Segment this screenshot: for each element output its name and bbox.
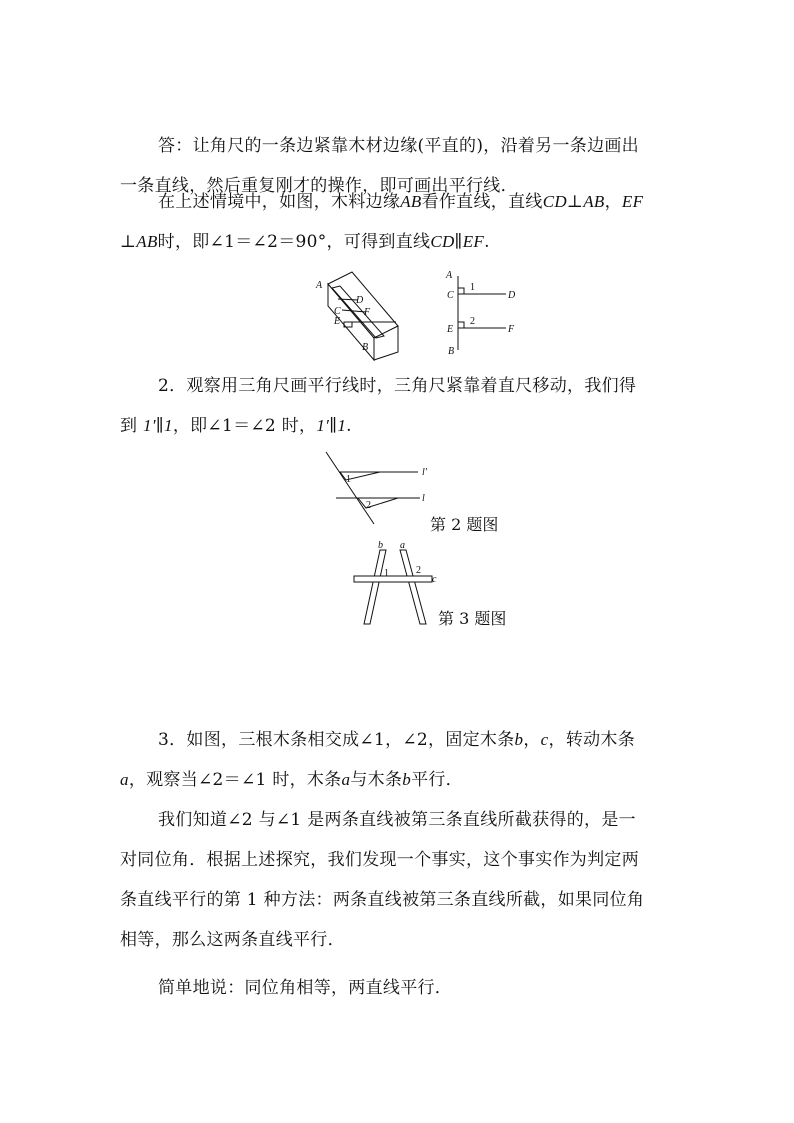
fig2-angle-2: 2: [366, 500, 371, 511]
conclusion-line-4: 相等，那么这两条直线平行．: [120, 930, 345, 950]
fig3-angle-1: 1: [384, 568, 389, 579]
question-2-line-2: 到 1′∥1，即∠1＝∠2 时，1′∥1.: [120, 416, 352, 436]
angle-label-2: 2: [470, 316, 475, 327]
question-2-line-1: 2．观察用三角尺画平行线时，三角尺紧靠着直尺移动，我们得: [158, 376, 637, 396]
question-2-paragraph: [120, 366, 690, 446]
answer-line-1: 答：让角尺的一条边紧靠木材边缘(平直的)，沿着另一条边画出: [158, 136, 639, 156]
strip-c: [354, 576, 432, 582]
strip-a: [400, 550, 426, 624]
fig2-label-l: l: [422, 493, 425, 504]
wood-label-E: E: [334, 316, 341, 327]
figure-3-caption: 第 3 题图: [438, 609, 507, 628]
figure-2-caption: 第 2 题图: [430, 515, 499, 534]
figure-wood-parallel-lines: [310, 266, 540, 362]
line-label-C: C: [447, 290, 454, 301]
wood-label-B: B: [362, 342, 369, 353]
fig3-label-b: b: [378, 540, 383, 551]
figure-2-triangle-ruler: [318, 450, 438, 528]
line-label-E: E: [447, 324, 454, 335]
strip-b: [364, 550, 386, 624]
question-3-line-1: 3．如图，三根木条相交成∠1，∠2，固定木条b，c，转动木条: [158, 730, 636, 750]
conclusion-line-1: 我们知道∠2 与∠1 是两条直线被第三条直线所截获得的，是一: [158, 810, 636, 830]
wood-label-F: F: [364, 307, 371, 318]
conclusion-line-3: 条直线平行的第 1 种方法：两条直线被第三条直线所截，如果同位角: [120, 890, 645, 910]
answer-line-2: 一条直线，然后重复刚才的操作，即可画出平行线．: [120, 176, 518, 196]
fig3-angle-2: 2: [416, 565, 421, 576]
angle-label-1: 1: [470, 282, 475, 293]
wood-label-A: A: [316, 280, 323, 291]
fig3-label-a: a: [400, 540, 405, 551]
context-line-1: 在上述情境中，如图，木料边缘AB看作直线，直线CD⊥AB，EF: [158, 192, 644, 212]
wood-label-C: C: [334, 306, 341, 317]
context-paragraph: [120, 182, 690, 262]
summary-line-1: 简单地说：同位角相等，两直线平行．: [158, 978, 453, 998]
conclusion-line-2: 对同位角．根据上述探究，我们发现一个事实，这个事实作为判定两: [120, 850, 639, 870]
triangle-2: [358, 498, 398, 508]
fig2-angle-1: 1: [346, 474, 351, 485]
perpendicular-lines-diagram: [458, 276, 506, 350]
wood-label-D: D: [356, 295, 364, 306]
ruler-line: [326, 452, 374, 524]
context-line-2: ⊥AB时，即∠1＝∠2＝90°，可得到直线CD∥EF.: [120, 232, 490, 252]
fig2-label-l-prime: l′: [422, 467, 427, 478]
figure-3-wooden-strips: [350, 540, 440, 628]
question-3-line-2: a，观察当∠2＝∠1 时，木条a与木条b平行．: [120, 770, 463, 790]
line-label-B: B: [448, 346, 455, 357]
summary-paragraph: [120, 968, 690, 1008]
line-label-A: A: [446, 270, 453, 281]
fig3-label-c: c: [432, 574, 437, 585]
question-3-paragraph: [120, 720, 690, 800]
line-label-D: D: [508, 290, 516, 301]
line-label-F: F: [508, 324, 515, 335]
conclusion-paragraph: [120, 800, 690, 960]
